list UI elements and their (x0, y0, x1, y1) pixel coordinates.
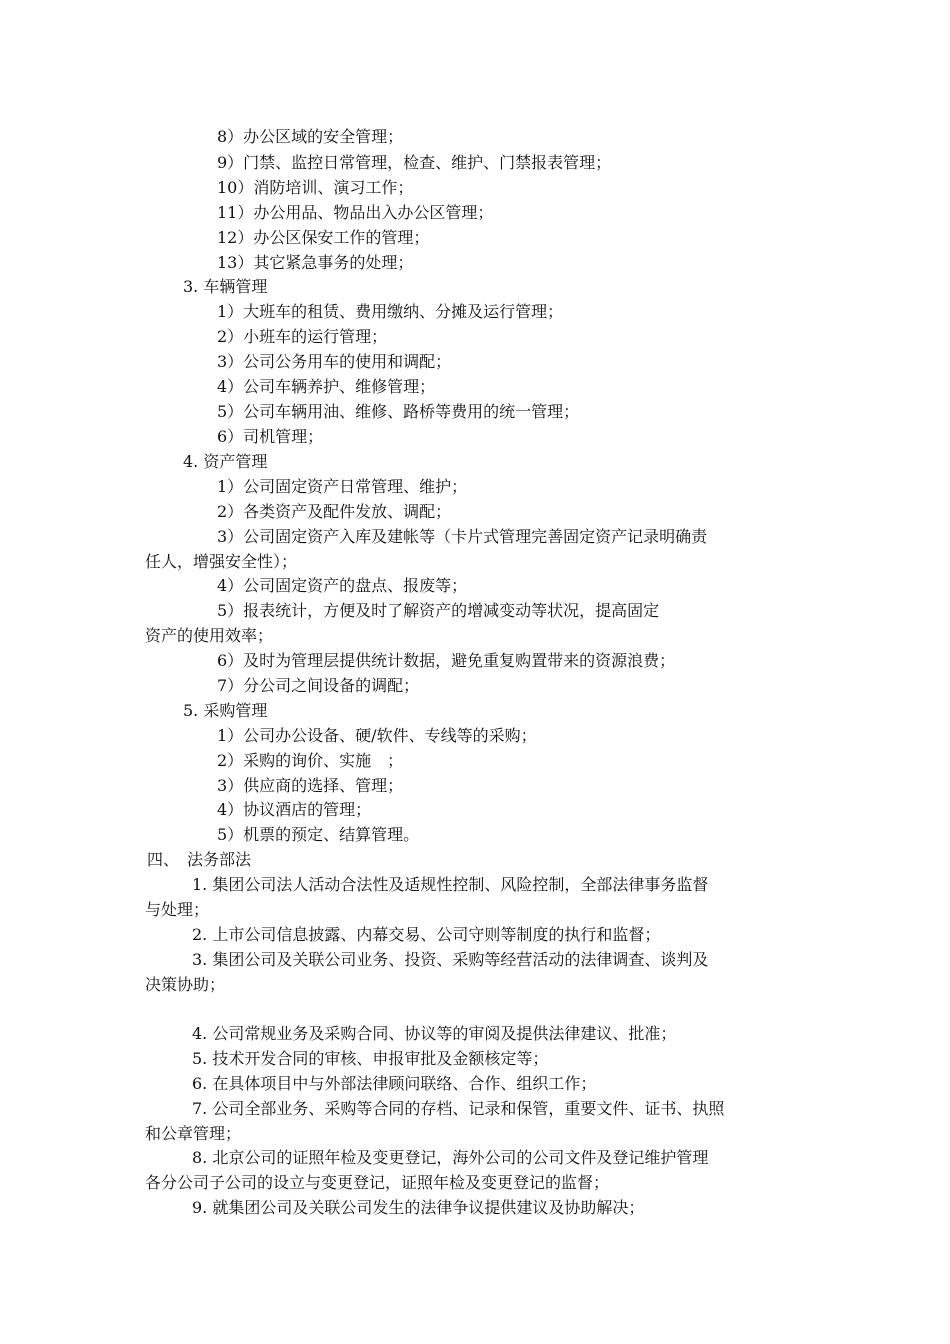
list-item: 8）办公区域的安全管理； (217, 127, 404, 146)
list-item: 1. 集团公司法人活动合法性及适规性控制、风险控制，全部法律事务监督 (192, 875, 709, 894)
list-item: 2）各类资产及配件发放、调配； (217, 502, 452, 521)
list-item: 6）司机管理； (217, 427, 324, 446)
list-item: 4）公司固定资产的盘点、报废等； (217, 576, 468, 595)
list-item-continuation: 决策协助； (145, 975, 226, 994)
list-item: 1）大班车的租赁、费用缴纳、分摊及运行管理； (217, 302, 564, 321)
list-item-continuation: 与处理； (145, 900, 210, 919)
list-item: 10）消防培训、演习工作； (217, 178, 414, 197)
list-item: 7）分公司之间设备的调配； (217, 676, 420, 695)
list-item: 8. 北京公司的证照年检及变更登记，海外公司的公司文件及登记维护管理 (192, 1148, 709, 1167)
list-item: 2. 上市公司信息披露、内幕交易、公司守则等制度的执行和监督； (192, 925, 661, 944)
list-item: 9. 就集团公司及关联公司发生的法律争议提供建议及协助解决； (192, 1198, 645, 1217)
list-item: 5）机票的预定、结算管理。 (217, 825, 420, 844)
list-item: 3）公司固定资产入库及建帐等（卡片式管理完善固定资产记录明确责 (217, 527, 708, 546)
list-item: 5. 技术开发合同的审核、申报审批及金额核定等； (192, 1049, 549, 1068)
list-item: 13）其它紧急事务的处理； (217, 253, 414, 272)
list-item-continuation: 任人，增强安全性）； (145, 552, 298, 571)
list-item: 2）小班车的运行管理； (217, 327, 388, 346)
list-item: 12）办公区保安工作的管理； (217, 228, 430, 247)
list-item-continuation: 资产的使用效率； (145, 626, 274, 645)
list-item: 1）公司办公设备、硬/软件、专线等的采购； (217, 726, 537, 745)
list-item: 7. 公司全部业务、采购等合同的存档、记录和保管，重要文件、证书、执照 (192, 1099, 725, 1118)
list-item: 3）公司公务用车的使用和调配； (217, 352, 452, 371)
list-item: 9）门禁、监控日常管理，检查、维护、门禁报表管理； (217, 153, 612, 172)
list-item: 4. 公司常规业务及采购合同、协议等的审阅及提供法律建议、批准； (192, 1024, 677, 1043)
list-item: 6）及时为管理层提供统计数据，避免重复购置带来的资源浪费； (217, 651, 676, 670)
list-item: 3）供应商的选择、管理； (217, 776, 404, 795)
section-heading: 5. 采购管理 (183, 701, 268, 720)
list-item: 2）采购的询价、实施 ； (217, 751, 404, 770)
chapter-heading: 四、 法务部法 (147, 850, 252, 869)
list-item: 3. 集团公司及关联公司业务、投资、采购等经营活动的法律调查、谈判及 (192, 950, 709, 969)
list-item: 11）办公用品、物品出入办公区管理； (217, 203, 494, 222)
list-item-continuation: 各分公司子公司的设立与变更登记，证照年检及变更登记的监督； (145, 1173, 610, 1192)
section-heading: 4. 资产管理 (183, 452, 268, 471)
list-item-continuation: 和公章管理； (145, 1124, 242, 1143)
list-item: 5）公司车辆用油、维修、路桥等费用的统一管理； (217, 402, 580, 421)
list-item: 6. 在具体项目中与外部法律顾问联络、合作、组织工作； (192, 1074, 597, 1093)
list-item: 1）公司固定资产日常管理、维护； (217, 477, 468, 496)
list-item: 5）报表统计，方便及时了解资产的增减变动等状况，提高固定 (217, 601, 660, 620)
list-item: 4）协议酒店的管理； (217, 800, 372, 819)
section-heading: 3. 车辆管理 (183, 277, 268, 296)
list-item: 4）公司车辆养护、维修管理； (217, 377, 436, 396)
